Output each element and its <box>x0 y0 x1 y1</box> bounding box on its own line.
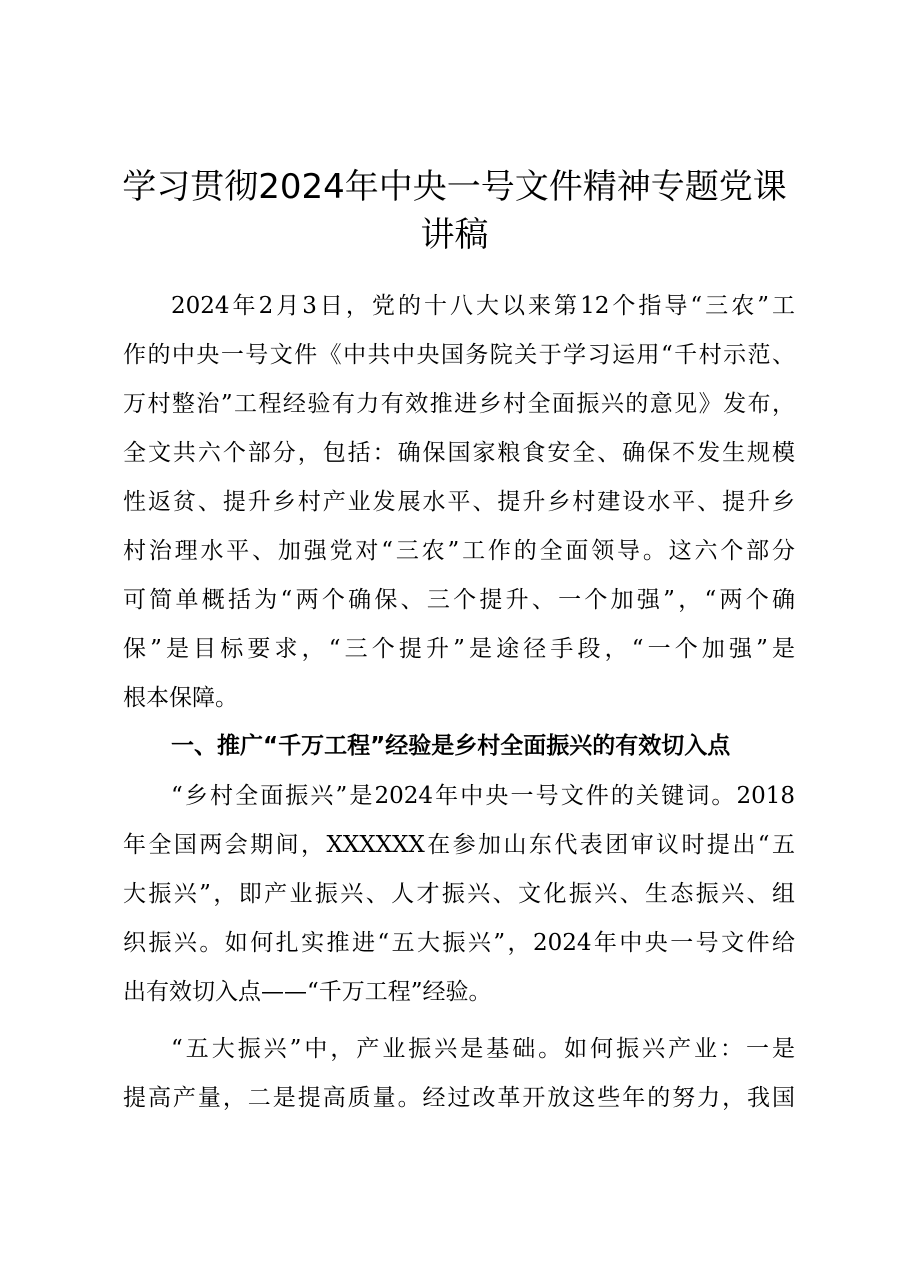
text-line: 性返贫、提升乡村产业发展水平、提升乡村建设水平、提升乡 <box>123 489 795 515</box>
text-line: 年全国两会期间，XXXXXX在参加山东代表团审议时提出“五 <box>123 832 795 858</box>
text-line: 作的中央一号文件《中共中央国务院关于学习运用“千村示范、 <box>123 342 795 368</box>
text-line: 织振兴。如何扎实推进“五大振兴”，2024年中央一号文件给 <box>123 930 795 956</box>
document-title-line-1: 学习贯彻2024年中央一号文件精神专题党课 <box>122 167 787 207</box>
text-line: “乡村全面振兴”是2024年中央一号文件的关键词。2018 <box>171 783 795 809</box>
text-line: 保”是目标要求，“三个提升”是途径手段，“一个加强”是 <box>123 636 795 662</box>
text-line: 村治理水平、加强党对“三农”工作的全面领导。这六个部分 <box>123 538 795 564</box>
text-line: 万村整治”工程经验有力有效推进乡村全面振兴的意见》发布， <box>123 391 795 417</box>
text-line: 出有效切入点——“千万工程”经验。 <box>123 979 492 1005</box>
text-line: 可简单概括为“两个确保、三个提升、一个加强”，“两个确 <box>123 587 795 613</box>
text-line: 提高产量，二是提高质量。经过改革开放这些年的努力，我国 <box>123 1085 795 1111</box>
text-line: 大振兴”，即产业振兴、人才振兴、文化振兴、生态振兴、组 <box>123 881 795 907</box>
document-title-line-2: 讲稿 <box>420 215 489 255</box>
section-heading-1: 一、推广“千万工程”经验是乡村全面振兴的有效切入点 <box>171 733 731 759</box>
text-line: 2024年2月3日，党的十八大以来第12个指导“三农”工 <box>171 293 795 319</box>
text-line: “五大振兴”中，产业振兴是基础。如何振兴产业：一是 <box>171 1036 795 1062</box>
text-line: 根本保障。 <box>123 685 238 711</box>
text-line: 全文共六个部分，包括：确保国家粮食安全、确保不发生规模 <box>123 440 795 466</box>
